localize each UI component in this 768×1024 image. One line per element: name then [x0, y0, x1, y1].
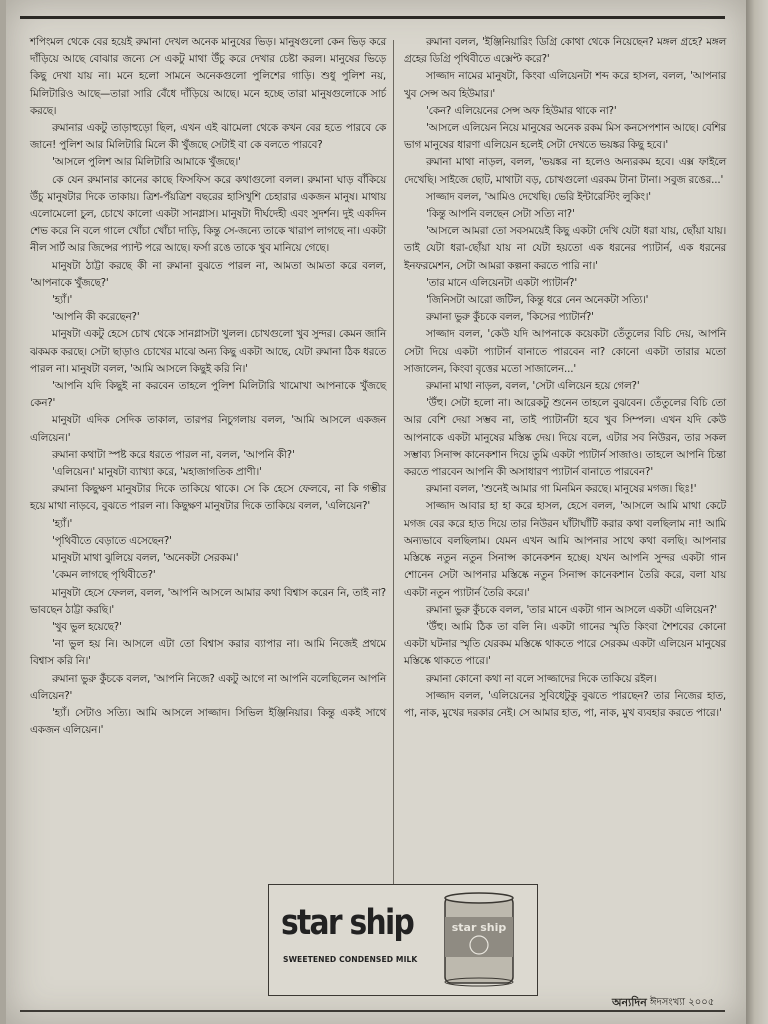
paragraph: 'উঁহু। সেটা হলো না। আরেকটু শুনেন তাহলে বুঝবেন। তেঁতুলের বিচি তো আর বেশি দেয়া সম্ভব না, তাই প্যাটার্নটা হবে খুব সিম্পল। এখন যদি কেউ আপনাকে একটা মানুষের মস্তিষ্ক দেয়। দিয়ে বলে, এটার সব নিউরন, তার সকল সম্ভাব্য সিনাপ্স কানেকশান দিয়ে তুমি একটা প্যাটার্ন সাজাও। তাহলে আপনি চিন্তা করতে পারবেন আপনি কী অসাধারণ প্যাটার্ন বানাতে পারবেন?' [404, 397, 726, 479]
paragraph: 'আসলে এলিয়েন নিয়ে মানুষের অনেক রকম মিস কনসেপশান আছে। বেশির ভাগ মানুষের ধারণা এলিয়েন হলেই সেটা দেখতে ভয়ঙ্কর কিছু হবে।' [404, 122, 726, 152]
paragraph: রুমানা বলল, 'ইঞ্জিনিয়ারিং ডিগ্রি কোথা থেকে নিয়েছেন? মঙ্গল গ্রহে? মঙ্গল গ্রহের ডিগ্রি পৃথিবীতে এক্সেপ্ট করে?' [404, 36, 726, 66]
footer-magazine-name: অন্যদিন [612, 996, 647, 1009]
paragraph: 'হ্যাঁ।' [52, 294, 73, 307]
paragraph: 'আসলে আমরা তো সবসময়েই কিছু একটা দেখি যেটা ধরা যায়, ছোঁয়া যায়। তাই যেটা ধরা-ছোঁয়া যায় না যেটা হয়তো এক ধরনের প্যাটার্ন, এক ধরনের ইনফরমেশন, সেটা আমরা কল্পনা করতে পারি না।' [404, 225, 726, 272]
paragraph: রুমানা ভুরু কুঁচকে বলল, 'তার মানে একটা গান আসলে একটা এলিয়েন?' [426, 603, 717, 616]
paragraph: শপিংমল থেকে বের হয়েই রুমানা দেখল অনেক মানুষের ভিড়। মানুষগুলো কেন ভিড় করে দাঁড়িয়ে আছে বোঝার জন্যে সে একটু মাথা উঁচু করে দেখার চেষ্টা করল। মানুষের ভিড়ে কিছু দেখা যায় না। মনে হলো সামনে অনেকগুলো পুলিশের গাড়ি। শুধু পুলিশ নয়, মিলিটারিও আছে—তারা সারি বেঁধে দাঁড়িয়ে আছে। মনে হচ্ছে তারা মানুষগুলোকে সার্চ করছে। [30, 36, 386, 117]
paragraph: রুমানা মাথা নাড়ল, বলল, 'ভয়ঙ্কর না হলেও অন্যরকম হবে। এক্স ফাইলে দেখেছি। সাইজে ছোট, মাথাটা বড়, চোখগুলো এরকম টানা টানা। সবুজ রঙের...' [404, 156, 726, 186]
top-rule [20, 16, 725, 19]
paragraph: মানুষটা এদিক সেদিক তাকাল, তারপর নিচুগলায় বলল, 'আমি আসলে একজন এলিয়েন।' [30, 414, 386, 444]
paragraph: কে যেন রুমানার কানের কাছে ফিসফিস করে কথাগুলো বলল। রুমানা ঘাড় বাঁকিয়ে উঁচু মানুষটার দিকে তাকায়। ত্রিশ-পঁয়ত্রিশ বছরের হাসিখুশি চেহারার একজন মানুষ। মাথায় এলোমেলো চুল, চোখে কালো একটা সানগ্লাস। মানুষটা দীর্ঘদেহী এবং সুদর্শন। দুই একদিন শেভ করে নি বলে গালে খোঁচা খোঁচা দাড়ি, কিন্তু সে-জন্যে তাকে খারাপ লাগছে না। একটা নীল সার্ট আর জিন্সের প্যান্ট পরে আছে। ফর্সা রঙে তাকে খুব মানিয়ে গেছে। [30, 173, 386, 255]
paragraph: 'জিনিসটা আরো জটিল, কিন্তু ধরে নেন অনেকটা সত্যি।' [426, 294, 649, 307]
magazine-page [6, 0, 746, 1024]
paragraph: 'কেন? এলিয়েনের সেন্স অফ হিউমার থাকে না?' [426, 104, 617, 117]
paragraph: রুমানা কিছুক্ষণ মানুষটার দিকে তাকিয়ে থাকে। সে কি হেসে ফেলবে, না কি গম্ভীর হয়ে মাথা নাড়বে, বুঝতে পারল না। কিছুক্ষণ মানুষটার দিকে তাকিয়ে বলল, 'এলিয়েন?' [30, 483, 386, 513]
paragraph: মানুষটা মাথা ঝুলিয়ে বলল, 'অনেকটা সেরকম।' [52, 552, 239, 565]
paragraph: 'পৃথিবীতে বেড়াতে এসেছেন?' [52, 534, 172, 547]
paragraph: 'উঁহু। আমি ঠিক তা বলি নি। একটা গানের স্মৃতি কিংবা শৈশবের কোনো একটা ঘটনার স্মৃতি যেরকম মস্তিষ্কে থাকতে পারে সেরকম একটা এলিয়েন মানুষের মস্তিষ্কে থাকতে পারে।' [404, 620, 726, 668]
milk-can-image [441, 891, 517, 987]
paragraph: মানুষটা একটু হেসে চোখ থেকে সানগ্লাসটা খুলল। চোখগুলো খুব সুন্দর। কেমন জানি ঝকমক করছে। সেটা ছাড়াও চোখের মাঝে অন্য কিছু একটা আছে, যেটা রুমানা ঠিক ধরতে পারল না। মানুষটা বলল, 'আমি আসলে কিছুই করি নি।' [30, 328, 386, 375]
paragraph: 'খুব ভুল হয়েছে?' [52, 620, 122, 633]
paragraph: রুমানা ভুরু কুঁচকে বলল, 'আপনি নিজে? একটু আগে না আপনি বলেছিলেন আপনি এলিয়েন?' [30, 672, 386, 702]
paragraph: মানুষটা হেসে ফেলল, বলল, 'আপনি আসলে আমার কথা বিশ্বাস করেন নি, তাই না? ভাবছেন ঠাট্টা করছি।' [30, 586, 386, 616]
adjacent-page-edge [746, 0, 768, 1024]
paragraph: 'আপনি কী করেছেন?' [52, 311, 140, 324]
ad-tagline: SWEETENED CONDENSED MILK [283, 955, 418, 964]
footer-issue: ঈদসংখ্যা ২০০৫ [650, 997, 715, 1008]
paragraph: 'হ্যাঁ।' [52, 517, 73, 530]
paragraph: রুমানা বলল, 'শুনেই আমার গা মিনমিন করছে। মানুষের মগজ। ছিঃ!' [426, 483, 697, 496]
paragraph: 'আপনি যদি কিছুই না করবেন তাহলে পুলিশ মিলিটারি খামোখা আপনাকে খুঁজছে কেন?' [30, 380, 386, 410]
starship-advertisement [268, 884, 538, 996]
paragraph: সাজ্জাদ নামের মানুষটা, কিংবা এলিয়েনটা শব্দ করে হাসল, বলল, 'আপনার খুব সেন্স অব হিউমার।' [404, 70, 726, 100]
paragraph: রুমানা মাথা নাড়ল, বলল, 'সেটা এলিয়েন হয়ে গেল?' [426, 380, 640, 393]
paragraph: 'তার মানে এলিয়েনটা একটা প্যাটার্ন?' [426, 276, 578, 289]
paragraph: 'কিন্তু আপনি বলছেন সেটা সত্যি না?' [426, 208, 575, 221]
ad-brand-logo: star ship [281, 903, 414, 943]
paragraph: মানুষটা ঠাট্টা করছে কী না রুমানা বুঝতে পারল না, আমতা আমতা করে বলল, 'আপনাকে খুঁজছে?' [30, 259, 386, 289]
paragraph: সাজ্জাদ বলল, 'এলিয়েনের সুবিধেটুকু বুঝতে পারছেন? তার নিজের হাত, পা, নাক, মুখের দরকার নেই। সে আমার হাত, পা, নাক, মুখ ব্যবহার করতে পারে।' [404, 689, 726, 719]
article-left-column [30, 34, 386, 739]
column-divider [393, 40, 394, 970]
paragraph: রুমানা কোনো কথা না বলে সাজ্জাদের দিকে তাকিয়ে রইল। [426, 672, 657, 685]
paragraph: 'আসলে পুলিশ আর মিলিটারি আমাকে খুঁজছে।' [52, 156, 241, 169]
paragraph: সাজ্জাদ বলল, 'কেউ যদি আপনাকে কয়েকটা তেঁতুলের বিচি দেয়, আপনি সেটা দিয়ে একটা প্যাটার্ন বানাতে পারবেন না? কোনো একটা তারার মতো সাজালেন, কিংবা বৃত্তের মতো সাজালেন...' [404, 328, 726, 375]
svg-text:star ship: star ship [451, 921, 507, 934]
paragraph: রুমানা ভুরু কুঁচকে বলল, 'কিসের প্যাটার্ন?' [426, 311, 594, 324]
paragraph: 'এলিয়েন।' মানুষটা ব্যাখ্যা করে, 'মহাজাগতিক প্রাণী।' [52, 466, 262, 479]
paragraph: রুমানা কথাটা স্পষ্ট করে ধরতে পারল না, বলল, 'আপনি কী?' [52, 448, 295, 461]
paragraph: সাজ্জাদ আবার হা হা করে হাসল, হেসে বলল, 'আসলে আমি মাথা কেটে মগজ বের করে হাত দিয়ে তার নিউরন ঘাঁটাঘাঁটি করার কথা বলছিলাম না! আমি অন্যভাবে বলছিলাম। যেমন এখন আমি আপনার সাথে কথা বলছি। আপনার মস্তিষ্কে নতুন নতুন সিনাপ্স কানেকশন হচ্ছে। যখন আপনি সুন্দর একটা গান শোনেন সেটা আপনার মস্তিষ্কে নতুন সিনাপ্স কানেকশান তৈরি করে, বলা যায় একটা নতুন প্যাটার্ন তৈরি করে।' [404, 500, 726, 599]
paragraph: রুমানার একটু তাড়াহুড়ো ছিল, এখন এই ঝামেলা থেকে কখন বের হতে পারবে কে জানে! পুলিশ আর মিলিটারি মিলে কী খুঁজছে সেটাই বা কে বলতে পারবে? [30, 122, 386, 152]
article-right-column [404, 34, 726, 722]
paragraph: সাজ্জাদ বলল, 'আমিও দেখেছি। ভেরি ইন্টারেস্টিং লুকিং।' [426, 190, 651, 203]
paragraph: 'কেমন লাগছে পৃথিবীতে?' [52, 569, 156, 582]
paragraph: 'হ্যাঁ। সেটাও সত্যি। আমি আসলে সাজ্জাদ। সিভিল ইঞ্জিনিয়ার। কিন্তু একই সাথে একজন এলিয়েন।' [30, 706, 386, 737]
paragraph: 'না ভুল হয় নি। আসলে এটা তো বিশ্বাস করার ব্যাপার না। আমি নিজেই প্রথমে বিশ্বাস করি নি।' [30, 638, 386, 668]
